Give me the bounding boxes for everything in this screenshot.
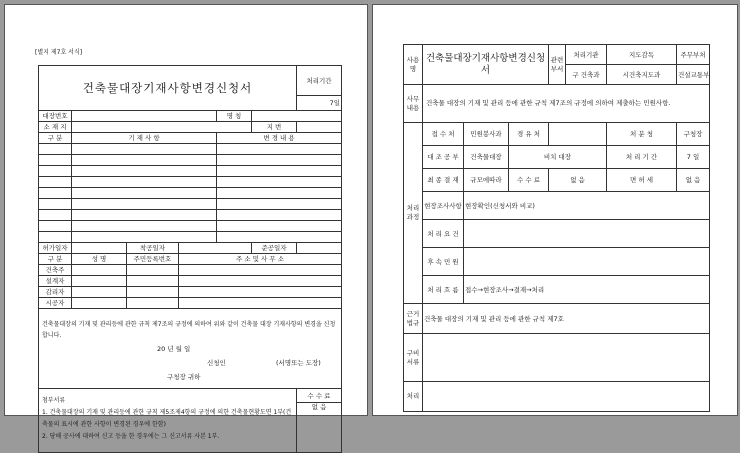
- table-row: [39, 144, 342, 155]
- notes-label: 처리: [404, 382, 423, 412]
- role-supervisor: 감리자: [39, 287, 72, 298]
- period-label: 처리기간: [297, 66, 342, 96]
- requirements-value: [464, 220, 710, 248]
- location-field[interactable]: [72, 122, 252, 133]
- fee-value-right: 없 음: [549, 169, 607, 192]
- resident-no-header: 주민등록번호: [127, 254, 179, 265]
- table-row: [39, 155, 342, 166]
- location-label: 소 재 지: [39, 122, 72, 133]
- period-label-right: 처 리 기 간: [607, 146, 677, 169]
- content-label: 사무내용: [404, 85, 423, 123]
- application-form-page: [4, 4, 368, 440]
- applicant-label: 신청인: [207, 359, 226, 367]
- doc-value: 구청장: [677, 123, 710, 146]
- notes-value: [423, 382, 710, 412]
- attachment-item-1: 1. 건축물대장의 기재 및 관리등에 관한 규칙 제5조제4항의 규정에 의한 건축물현황도면 1부(건축물의 표시에 관한 사항이 변경된 경우에 한함): [42, 409, 292, 428]
- table-row: [39, 166, 342, 177]
- table-row: [39, 232, 342, 243]
- start-date-label: 착공일자: [127, 243, 179, 254]
- followup-label: 후 속 민 원: [423, 248, 464, 276]
- person-section-header: 구 분: [39, 254, 72, 265]
- name-field[interactable]: [252, 111, 342, 122]
- ledger-value: 건축물대장: [464, 146, 509, 169]
- doc-label: 처 분 청: [607, 123, 677, 146]
- period-value-right: 7 일: [677, 146, 710, 169]
- docs-label: 구비서류: [404, 334, 423, 382]
- license-tax-label: 면 허 세: [607, 169, 677, 192]
- followup-value: [464, 248, 710, 276]
- process-label: 처리과정: [404, 123, 423, 304]
- role-contractor: 시공자: [39, 298, 72, 309]
- application-form-table: [38, 65, 342, 453]
- lot-no-label: 지 번: [252, 122, 297, 133]
- table-row: [39, 199, 342, 210]
- flow-label: 처 리 흐 름: [423, 276, 464, 304]
- docs-value: [423, 334, 710, 382]
- building-no-label: 대장번호: [39, 111, 72, 122]
- change-header: 변 경 내 용: [217, 133, 342, 144]
- role-owner: 건축주: [39, 265, 72, 276]
- person-name-header: 성 명: [72, 254, 127, 265]
- table-row: [39, 221, 342, 232]
- final-result-label: 최 종 결 재: [423, 169, 464, 192]
- permit-date-label: 허가일자: [39, 243, 72, 254]
- table-row: [39, 177, 342, 188]
- completion-date-field[interactable]: [297, 243, 342, 254]
- guidance-label: 지도감독: [607, 45, 677, 65]
- form-label: [별지 제7호 서식]: [35, 49, 83, 56]
- fee-value: 없 음: [297, 403, 342, 453]
- fee-label-right: 수 수 료: [509, 169, 549, 192]
- period-value: 7일: [297, 96, 342, 111]
- lot-no-field[interactable]: [297, 122, 342, 133]
- content-text: 건축물 대장의 기재 및 관리 등에 관한 규칙 제7조의 규정에 의하여 제출하는 민원사항.: [423, 85, 710, 123]
- role-designer: 설계자: [39, 276, 72, 287]
- date-line: 20 년 월 일: [157, 345, 191, 353]
- processing-info-table: [403, 44, 710, 412]
- form-title: 건축물대장기재사항변경신청서: [39, 66, 297, 111]
- start-date-field[interactable]: [179, 243, 252, 254]
- survey-value: 현장확인(신청서와 비교): [464, 192, 710, 220]
- ministry-value: 건설교통부: [677, 65, 710, 85]
- attachments-title: 첨부서류: [42, 397, 66, 404]
- completion-date-label: 준공일자: [252, 243, 297, 254]
- via-label: 경 유 처: [509, 123, 549, 146]
- fee-label: 수 수 료: [297, 389, 342, 403]
- flow-value: 접수→현장조사→결재→처리: [464, 276, 710, 304]
- attachments-block: [39, 389, 297, 453]
- statement-block: [39, 309, 342, 389]
- record-header: 기 재 사 항: [72, 133, 217, 144]
- recipient: 구청장 귀하: [167, 373, 201, 381]
- intake-value: 민원봉사과: [464, 123, 509, 146]
- dept-label: 관련부서: [549, 45, 566, 85]
- statement-text: 건축물대장의 기재 및 관리등에 관한 규칙 제7조의 규정에 의하여 위와 같이 건축물 대장 기재사항의 변경을 신청합니다.: [42, 321, 336, 339]
- ledger-label: 대 조 공 부: [423, 146, 464, 169]
- guidance-value: 시건축지도과: [607, 65, 677, 85]
- attachment-item-2: 2. 당해 공사에 대하여 신고 등을 한 경우에는 그 신고서류 사본 1부.: [42, 433, 220, 440]
- license-tax-value: 없 음: [677, 169, 710, 192]
- processing-org-value: 구 건축과: [566, 65, 607, 85]
- basis-value: 건축물 대장의 기재 및 관리 등에 관한 규칙 제7호: [423, 304, 710, 334]
- basis-label: 근거법규: [404, 304, 423, 334]
- processing-org-label: 처리기관: [566, 45, 607, 65]
- building-no-field[interactable]: [72, 111, 217, 122]
- ledger-extra: 비치 대장: [509, 146, 607, 169]
- ministry-label: 주무부처: [677, 45, 710, 65]
- requirements-label: 처 리 요 건: [423, 220, 464, 248]
- final-result-value: 규모에따라: [464, 169, 509, 192]
- sign-note: (서명또는 도장): [276, 359, 321, 367]
- app-label: 사용명: [404, 45, 423, 85]
- address-header: 주 소 및 사 무 소: [179, 254, 342, 265]
- survey-label: 현장조사사항: [423, 192, 464, 220]
- permit-date-field[interactable]: [72, 243, 127, 254]
- processing-info-page: [372, 4, 738, 416]
- via-value: [549, 123, 607, 146]
- name-label: 명 칭: [217, 111, 252, 122]
- intake-label: 접 수 처: [423, 123, 464, 146]
- table-row: [39, 188, 342, 199]
- table-row: [39, 210, 342, 221]
- right-title: 건축물대장기재사항변경신청서: [423, 45, 549, 85]
- section-header: 구 분: [39, 133, 72, 144]
